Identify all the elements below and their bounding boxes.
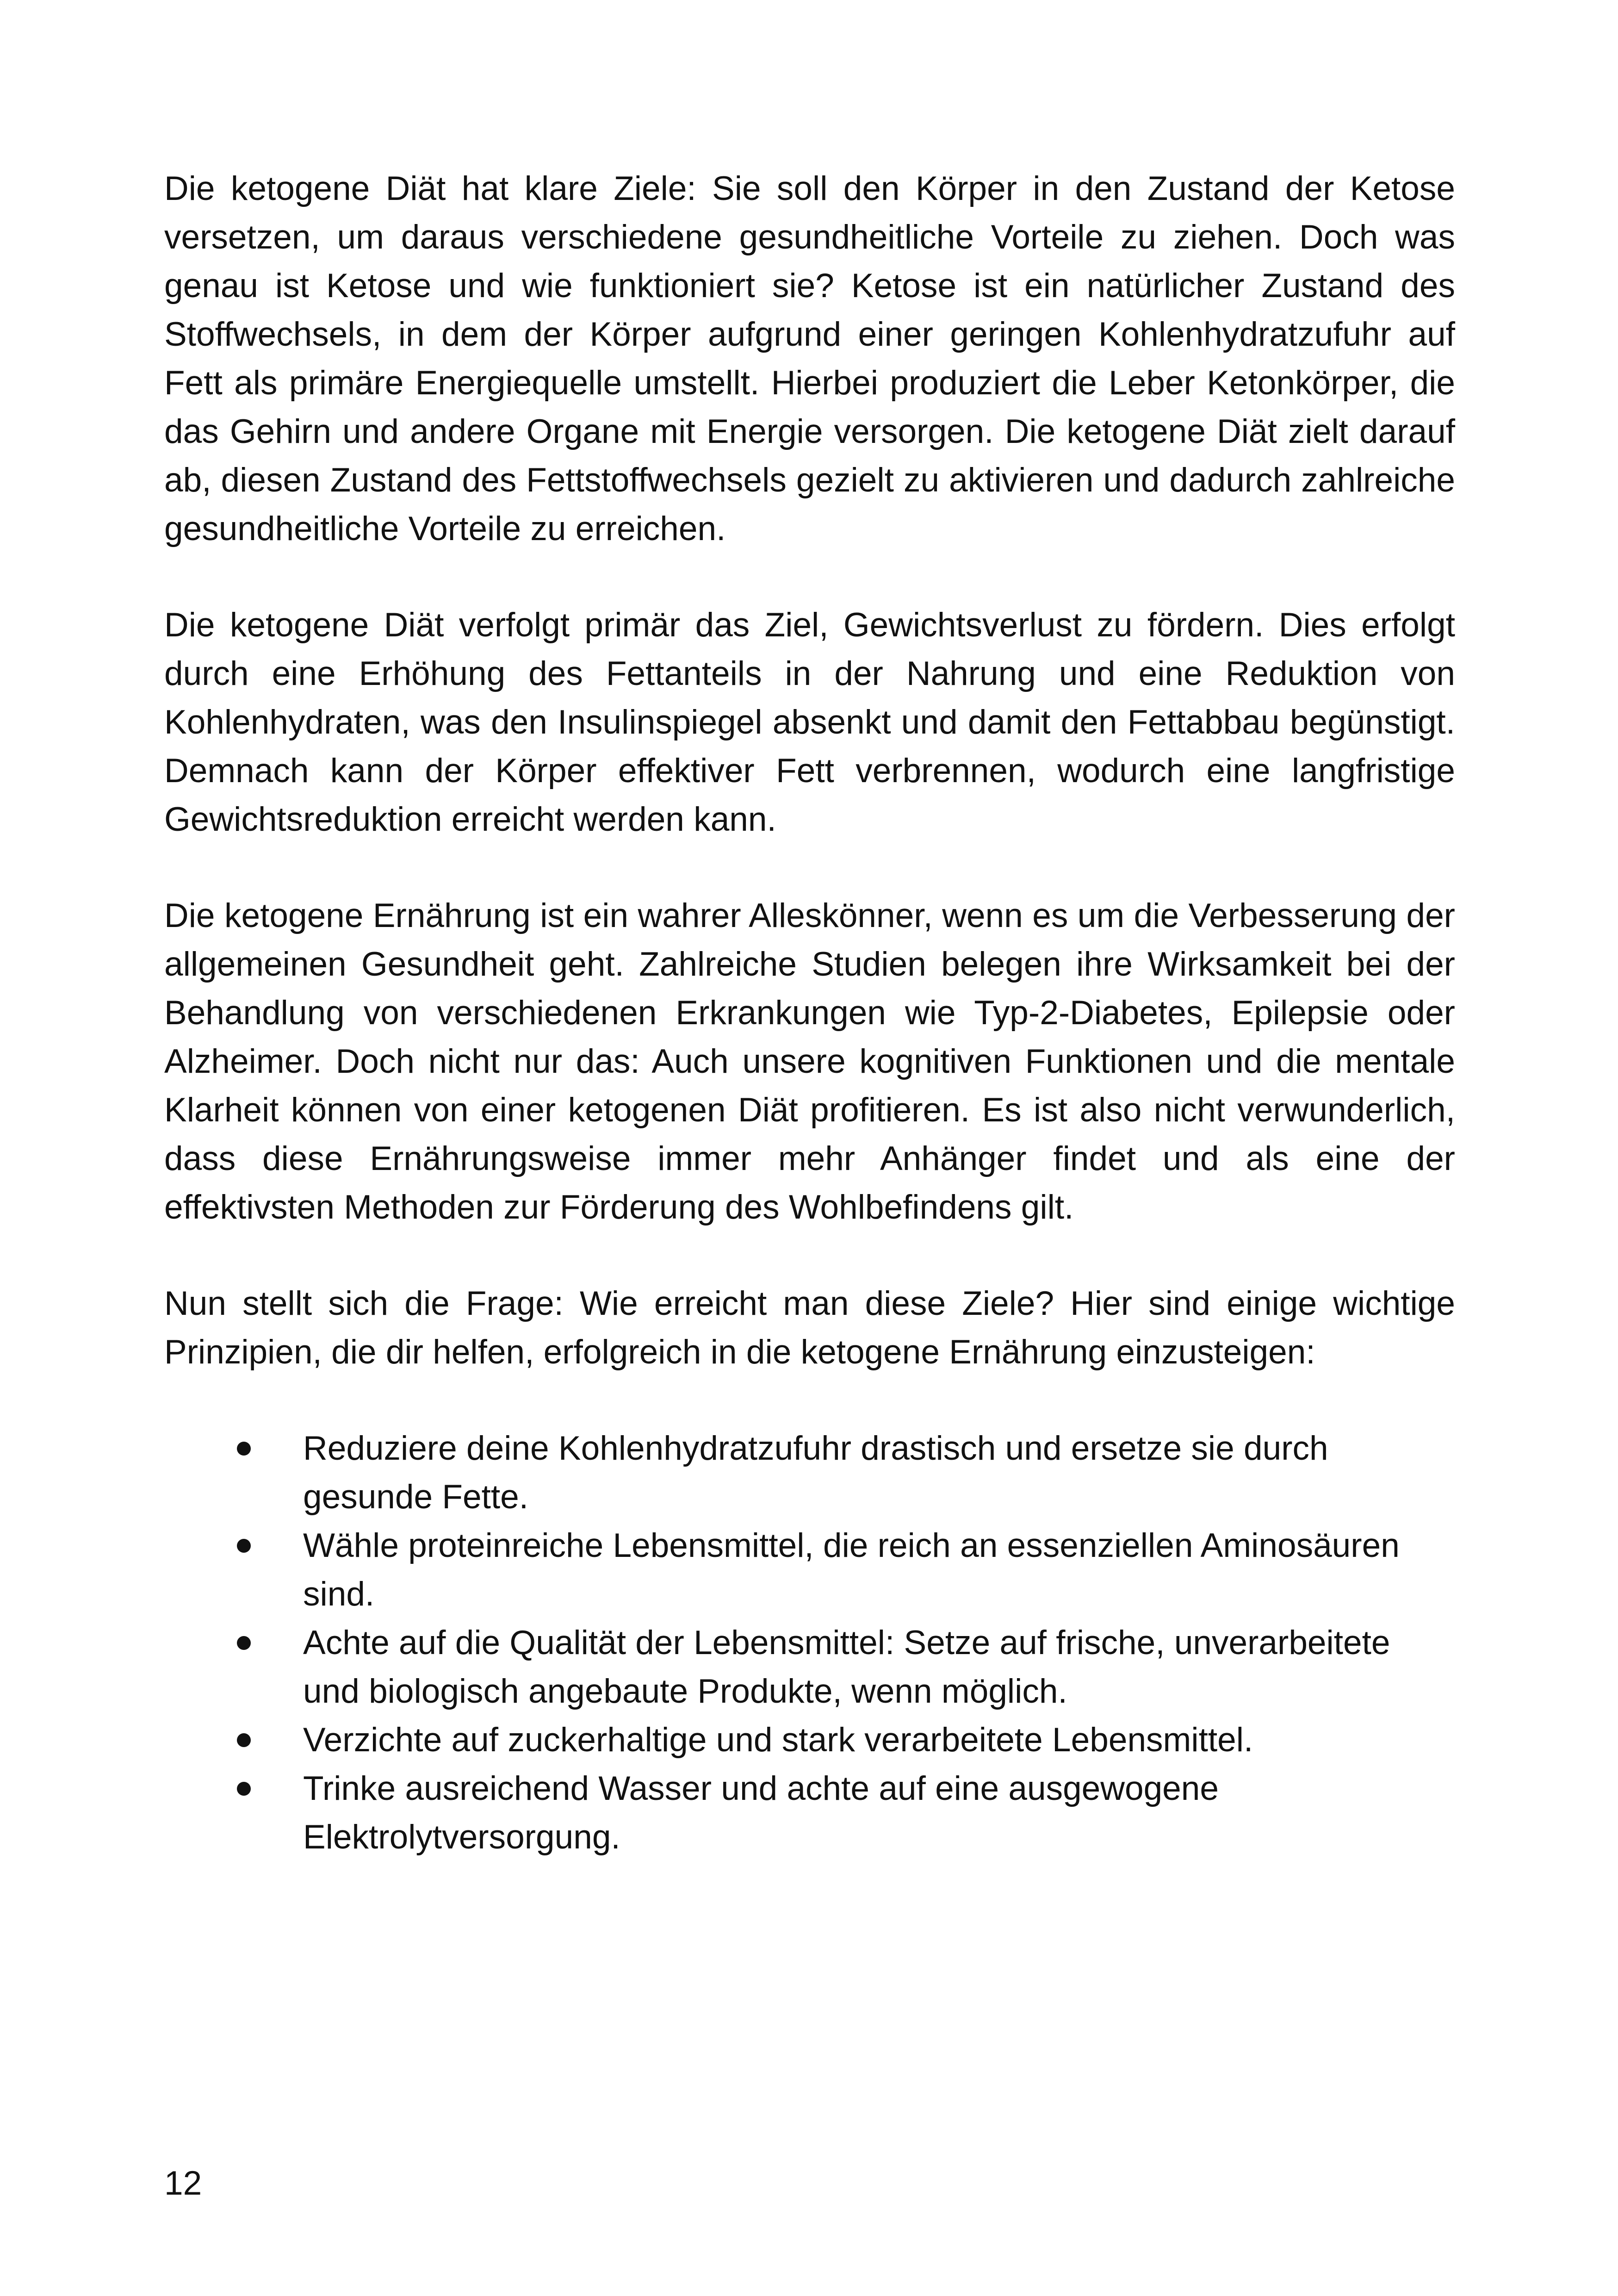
list-item-text: Reduziere deine Kohlenhydratzufuhr drastisch und ersetze sie durch gesunde Fette. — [303, 1430, 1328, 1516]
bullet-icon — [237, 1782, 251, 1796]
list-item-text: Verzichte auf zuckerhaltige und stark verarbeitete Lebensmittel. — [303, 1721, 1253, 1759]
bullet-icon — [237, 1539, 251, 1553]
list-item-text: Trinke ausreichend Wasser und achte auf eine ausgewogene Elektrolytversorgung. — [303, 1770, 1219, 1856]
list-item — [164, 1716, 1455, 1764]
page-number: 12 — [164, 2165, 202, 2202]
principles-list — [164, 1424, 1455, 1861]
body-text — [164, 164, 1455, 1861]
paragraph-health-benefits: Die ketogene Ernährung ist ein wahrer Alleskönner, wenn es um die Verbesserung der allgemeinen Gesundheit geht. Zahlreiche Studien belegen ihre Wirksamkeit bei der Behandlung von verschiedenen Erkrankungen wie Typ-2-Diabetes, Epilepsie oder Alzheimer. Doch nicht nur das: Auch unsere kognitiven Funktionen und die mentale Klarheit können von einer ketogenen Diät profitieren. Es ist also nicht verwunderlich, dass diese Ernährungsweise immer mehr Anhänger findet und als eine der effektivsten Methoden zur Förderung des Wohlbefindens gilt. — [164, 897, 1455, 1226]
list-item-text: Achte auf die Qualität der Lebensmittel: Setze auf frische, unverarbeitete und biologisch angebaute Produkte, wenn möglich. — [303, 1624, 1390, 1710]
paragraph-principles-intro: Nun stellt sich die Frage: Wie erreicht man diese Ziele? Hier sind einige wichtige Prinzipien, die dir helfen, erfolgreich in die ketogene Ernährung einzusteigen: — [164, 1285, 1455, 1371]
paragraph-ketosis-intro: Die ketogene Diät hat klare Ziele: Sie soll den Körper in den Zustand der Ketose versetzen, um daraus verschiedene gesundheitliche Vorteile zu ziehen. Doch was genau ist Ketose und wie funktioniert sie? Ketose ist ein natürlicher Zustand des Stoffwechsels, in dem der Körper aufgrund einer geringen Kohlenhydratzufuhr auf Fett als primäre Energiequelle umstellt. Hierbei produziert die Leber Ketonkörper, die das Gehirn und andere Organe mit Energie versorgen. Die ketogene Diät zielt darauf ab, diesen Zustand des Fettstoffwechsels gezielt zu aktivieren und dadurch zahlreiche gesundheitliche Vorteile zu erreichen. — [164, 170, 1455, 548]
paragraph-weight-loss: Die ketogene Diät verfolgt primär das Ziel, Gewichtsverlust zu fördern. Dies erfolgt durch eine Erhöhung des Fettanteils in der Nahrung und eine Reduktion von Kohlenhydraten, was den Insulinspiegel absenkt und damit den Fettabbau begünstigt. Demnach kann der Körper effektiver Fett verbrennen, wodurch eine langfristige Gewichtsreduktion erreicht werden kann. — [164, 606, 1455, 838]
bullet-icon — [237, 1442, 251, 1456]
list-item — [164, 1424, 1455, 1521]
list-item — [164, 1618, 1455, 1716]
list-item — [164, 1521, 1455, 1618]
list-item-text: Wähle proteinreiche Lebensmittel, die reich an essenziellen Aminosäuren sind. — [303, 1527, 1400, 1613]
bullet-icon — [237, 1636, 251, 1650]
list-item — [164, 1764, 1455, 1861]
bullet-icon — [237, 1733, 251, 1747]
